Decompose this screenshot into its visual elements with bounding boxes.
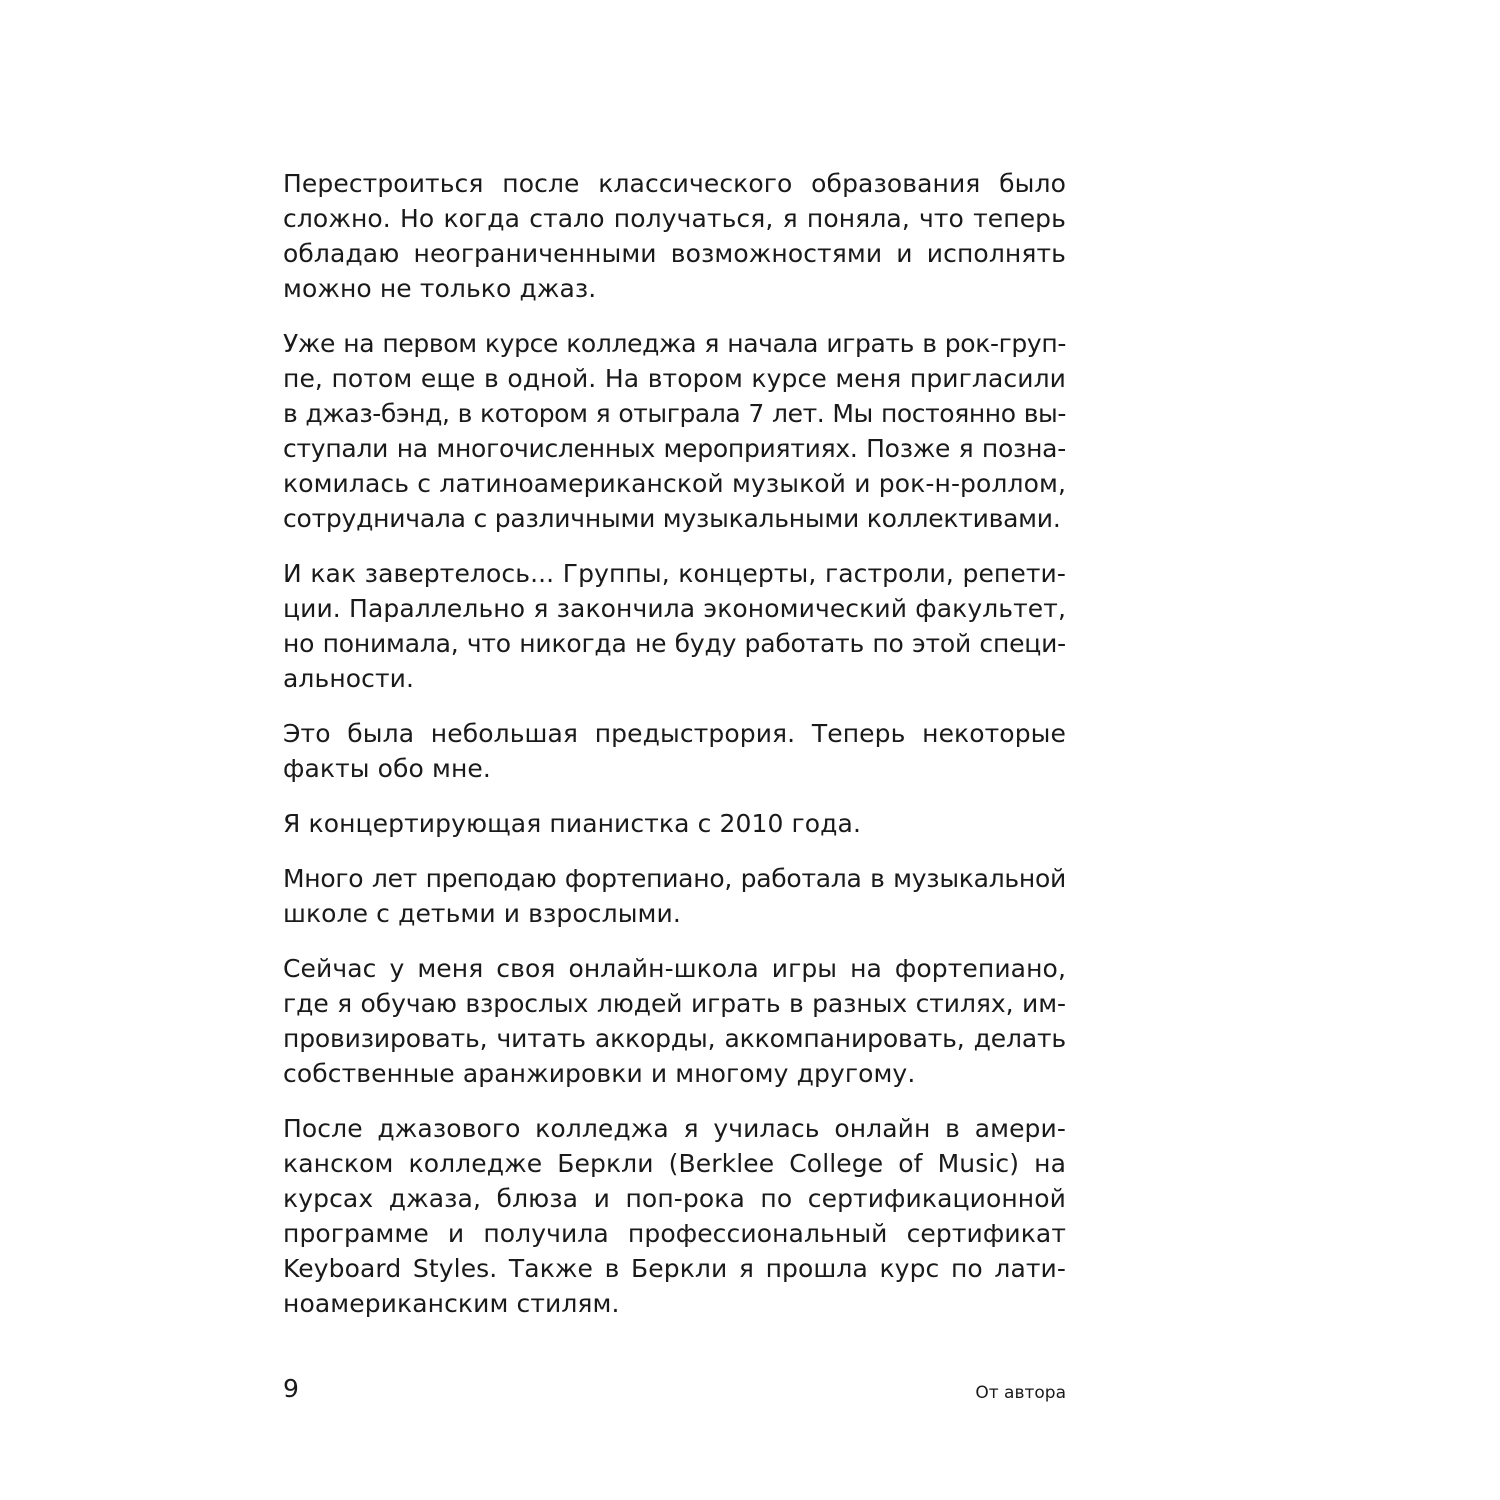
paragraph bbox=[283, 951, 1066, 1091]
running-footer-section-title: От автора bbox=[975, 1383, 1066, 1403]
text-line: в джаз-бэнд, в котором я отыграла 7 лет. Мы постоянно вы- bbox=[283, 399, 1066, 428]
text-line: Много лет преподаю фортепиано, работала в музыкальной bbox=[283, 864, 1066, 893]
paragraph bbox=[283, 716, 1066, 786]
text-line: Перестроиться после классического образования было bbox=[283, 169, 1066, 198]
text-line: И как завертелось... Группы, концерты, гастроли, репети- bbox=[283, 559, 1066, 588]
text-line: ции. Параллельно я закончила экономический факультет, bbox=[283, 594, 1066, 623]
text-line: альности. bbox=[283, 664, 415, 693]
text-line: где я обучаю взрослых людей играть в разных стилях, им- bbox=[283, 989, 1066, 1018]
text-line: Уже на первом курсе колледжа я начала играть в рок-груп- bbox=[283, 329, 1066, 358]
text-line: Я концертирующая пианистка с 2010 года. bbox=[283, 809, 862, 838]
paragraph bbox=[283, 861, 1066, 931]
paragraph bbox=[283, 806, 1066, 841]
text-line: Сейчас у меня своя онлайн-школа игры на фортепиано, bbox=[283, 954, 1066, 983]
text-line: После джазового колледжа я училась онлайн в амери- bbox=[283, 1114, 1066, 1143]
paragraph bbox=[283, 556, 1066, 696]
paragraph bbox=[283, 166, 1066, 306]
text-line: факты обо мне. bbox=[283, 754, 491, 783]
paragraph bbox=[283, 326, 1066, 536]
text-line: но понимала, что никогда не буду работать по этой специ- bbox=[283, 629, 1066, 658]
text-line: школе с детьми и взрослыми. bbox=[283, 899, 681, 928]
text-line: обладаю неограниченными возможностями и исполнять bbox=[283, 239, 1066, 268]
text-line: курсах джаза, блюза и поп-рока по сертификационной bbox=[283, 1184, 1066, 1213]
text-line: канском колледже Беркли (Berklee College of Music) на bbox=[283, 1149, 1066, 1178]
text-line: сотрудничала с различными музыкальными коллективами. bbox=[283, 504, 1061, 533]
text-line: можно не только джаз. bbox=[283, 274, 597, 303]
text-line: ступали на многочисленных мероприятиях. Позже я позна- bbox=[283, 434, 1066, 463]
page-number: 9 bbox=[283, 1374, 299, 1403]
text-line: собственные аранжировки и многому другому. bbox=[283, 1059, 916, 1088]
text-line: пе, потом еще в одной. На втором курсе меня пригласили bbox=[283, 364, 1066, 393]
text-line: провизировать, читать аккорды, аккомпанировать, делать bbox=[283, 1024, 1066, 1053]
text-line: комилась с латиноамериканской музыкой и рок-н-роллом, bbox=[283, 469, 1066, 498]
body-text bbox=[283, 166, 1066, 1341]
text-line: сложно. Но когда стало получаться, я поняла, что теперь bbox=[283, 204, 1066, 233]
text-line: программе и получила профессиональный сертификат bbox=[283, 1219, 1066, 1248]
text-line: ноамериканским стилям. bbox=[283, 1289, 620, 1318]
text-line: Keyboard Styles. Также в Беркли я прошла курс по лати- bbox=[283, 1254, 1066, 1283]
text-line: Это была небольшая предыстрория. Теперь некоторые bbox=[283, 719, 1066, 748]
paragraph bbox=[283, 1111, 1066, 1321]
